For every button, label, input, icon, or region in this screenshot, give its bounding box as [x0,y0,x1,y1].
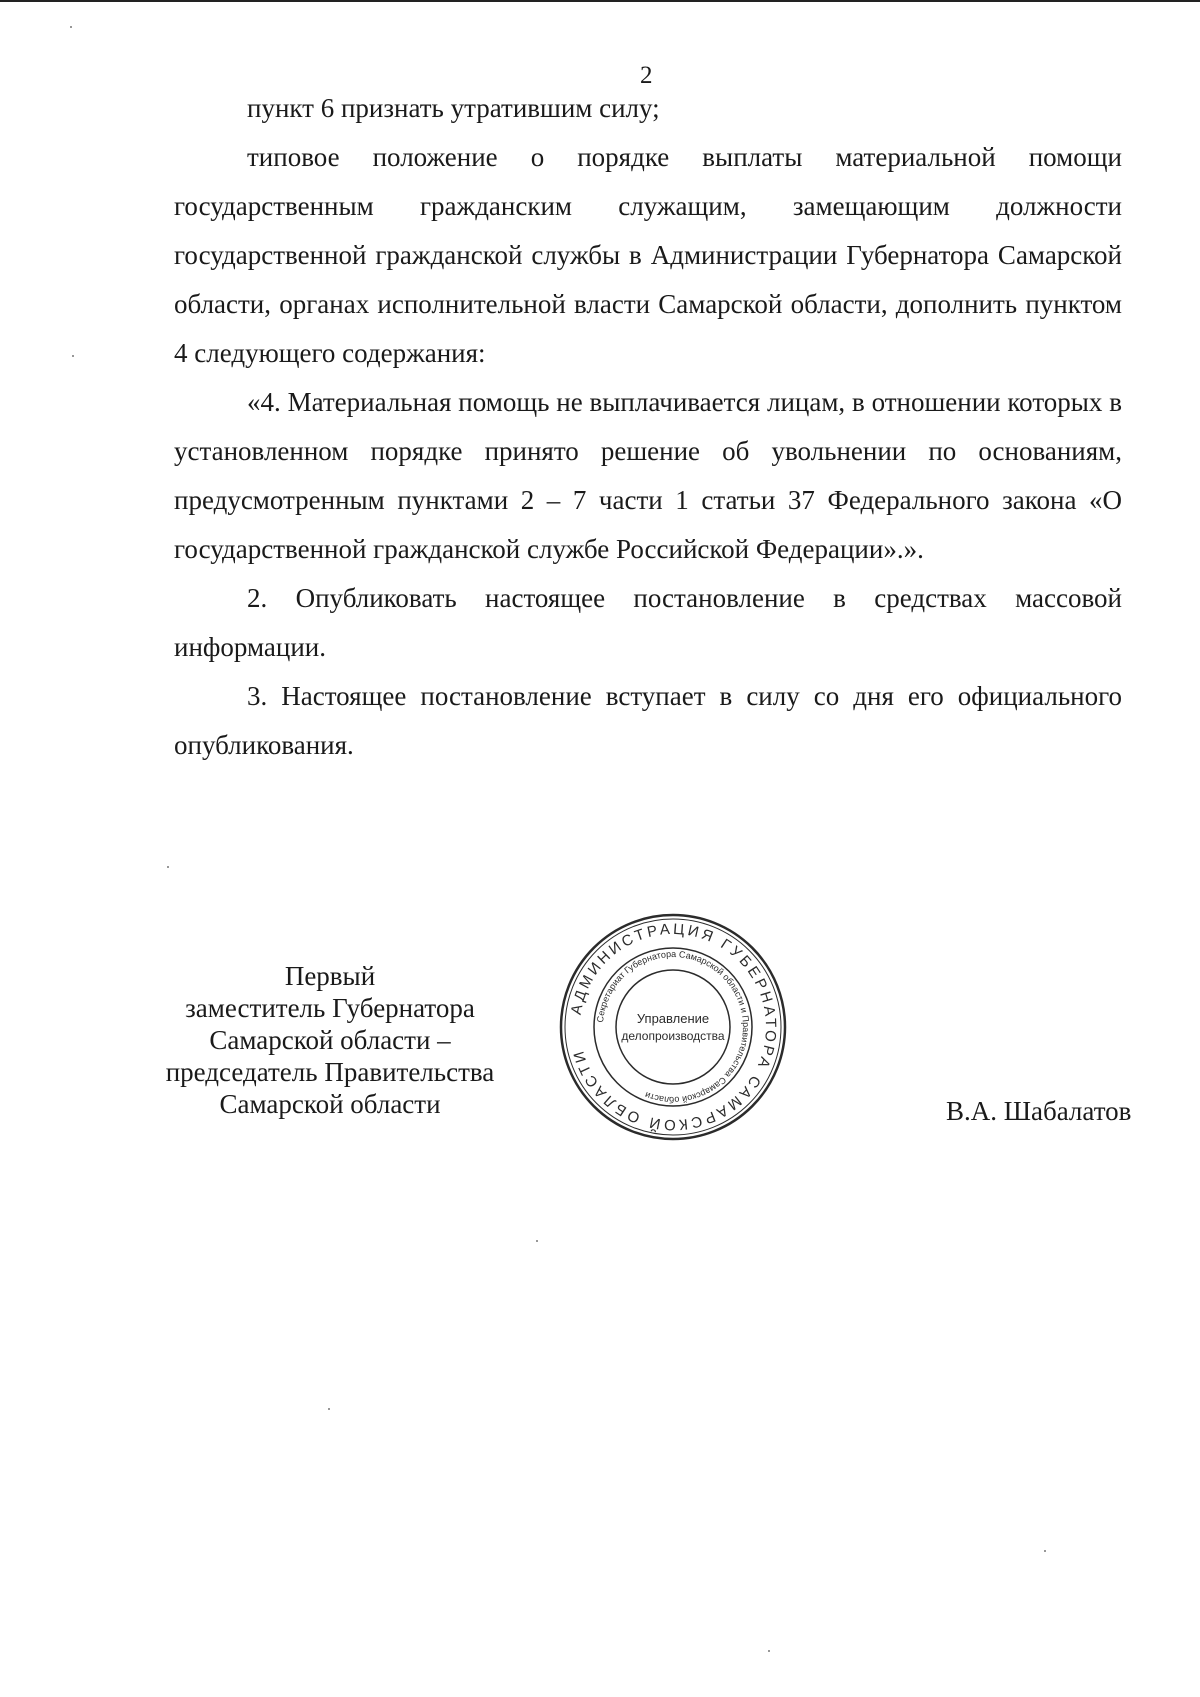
stamp-middle-ring [594,948,752,1106]
page-number: 2 [640,62,653,89]
stamp-inner-ring-text: Секретариат Губернатора Самарской области и Правительства Самарской области [595,948,752,1106]
stamp-center-line-2: делопроизводства [621,1029,725,1043]
signer-line: Первый [284,961,376,991]
signer-line: Самарской области – [209,1025,451,1055]
signer-line: председатель Правительства [165,1057,495,1087]
official-stamp [558,912,788,1142]
scan-speck [328,1408,330,1410]
stamp-outer-text: АДМИНИСТРАЦИЯ ГУБЕРНАТОРА САМАРСКОЙ ОБЛАСТИ [567,920,780,1134]
stamp-center-line-1: Управление [636,1011,710,1026]
signer-line: заместитель Губернатора [185,993,475,1023]
paragraph-item-6: пункт 6 признать утратившим силу; [247,93,660,123]
signer-line: Самарской области [219,1089,441,1119]
paragraph-new-item-4: «4. Материальная помощь не выплачивается лицам, в отношении которых в установленном порядке принято решение об увольнении по основаниям, предусмотренным пунктами 2 – 7 части 1 статьи 37 Федерального закона «О государственной гражданской службе Российской Федерации».». [174,387,1122,564]
scan-speck [72,355,74,357]
signer-name: В.А. Шабалатов [946,1096,1132,1126]
paragraph-publish: 2. Опубликовать настоящее постановление в средствах массовой информации. [174,583,1122,662]
signer-position [150,960,510,1120]
document-body [174,84,1122,770]
top-border-line [0,0,1200,2]
scan-speck [536,1240,538,1242]
paragraph-effective-date: 3. Настоящее постановление вступает в силу со дня его официального опубликования. [174,681,1122,760]
stamp-inner-ring [616,970,730,1084]
paragraph-amend-regulation: типовое положение о порядке выплаты материальной помощи государственным гражданским служащим, замещающим должности государственной гражданской службы в Администрации Губернатора Самарской области, органах исполнительной власти Самарской области, дополнить пунктом 4 следующего содержания: [174,142,1122,368]
scan-speck [70,26,72,28]
scan-speck [1044,1550,1046,1552]
scan-speck [768,1650,770,1652]
scan-speck [167,866,169,868]
